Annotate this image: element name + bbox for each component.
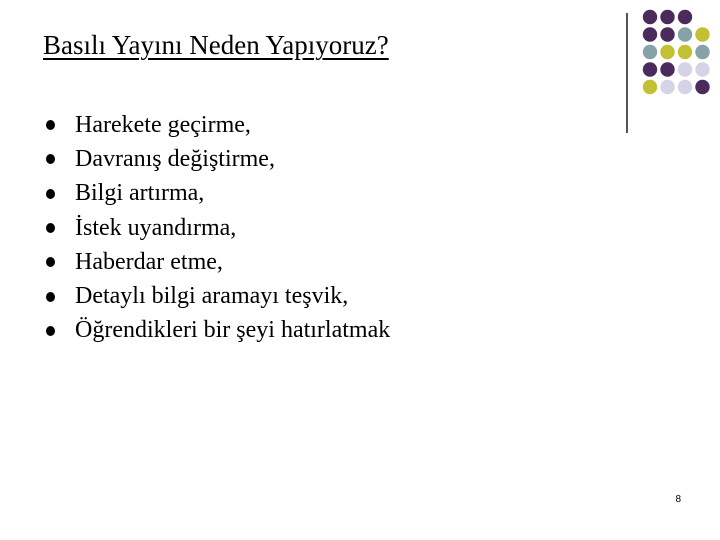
bullet-dot-icon [46,189,55,199]
decorative-dot [660,62,674,76]
decorative-dot [695,27,709,41]
decorative-dot [643,27,657,41]
slide-title: Basılı Yayını Neden Yapıyoruz? [43,30,389,60]
bullet-item [46,142,390,176]
bullet-text: Davranış değiştirme, [75,145,275,172]
decorative-dot [643,80,657,94]
bullet-dot-icon [46,223,55,233]
decorative-dot [660,45,674,59]
decorative-dot [678,45,692,59]
decorative-dot-grid [0,0,720,130]
bullet-list [46,108,390,348]
bullet-dot-icon [46,326,55,336]
bullet-dot-icon [46,257,55,267]
decorative-dot [643,62,657,76]
decorative-dot [695,80,709,94]
decorative-dot [643,45,657,59]
decorative-dot [678,10,692,24]
decorative-dot [678,27,692,41]
bullet-text: İstek uyandırma, [75,214,237,241]
decorative-dot [660,27,674,41]
decorative-dot [678,62,692,76]
bullet-text: Bilgi artırma, [75,180,205,207]
bullet-dot-icon [46,154,55,164]
bullet-item [46,245,390,279]
decorative-dot [643,10,657,24]
bullet-text: Detaylı bilgi aramayı teşvik, [75,283,349,310]
decorative-dot [695,45,709,59]
bullet-text: Öğrendikleri bir şeyi hatırlatmak [75,317,391,344]
bullet-item [46,314,390,348]
decorative-dot [678,80,692,94]
page-number: 8 [675,494,681,505]
bullet-item [46,177,390,211]
decorative-dot [695,62,709,76]
bullet-text: Harekete geçirme, [75,111,251,138]
decorative-dot [660,10,674,24]
bullet-item [46,211,390,245]
bullet-dot-icon [46,292,55,302]
decorative-dot [660,80,674,94]
bullet-item [46,279,390,313]
bullet-text: Haberdar etme, [75,248,223,275]
